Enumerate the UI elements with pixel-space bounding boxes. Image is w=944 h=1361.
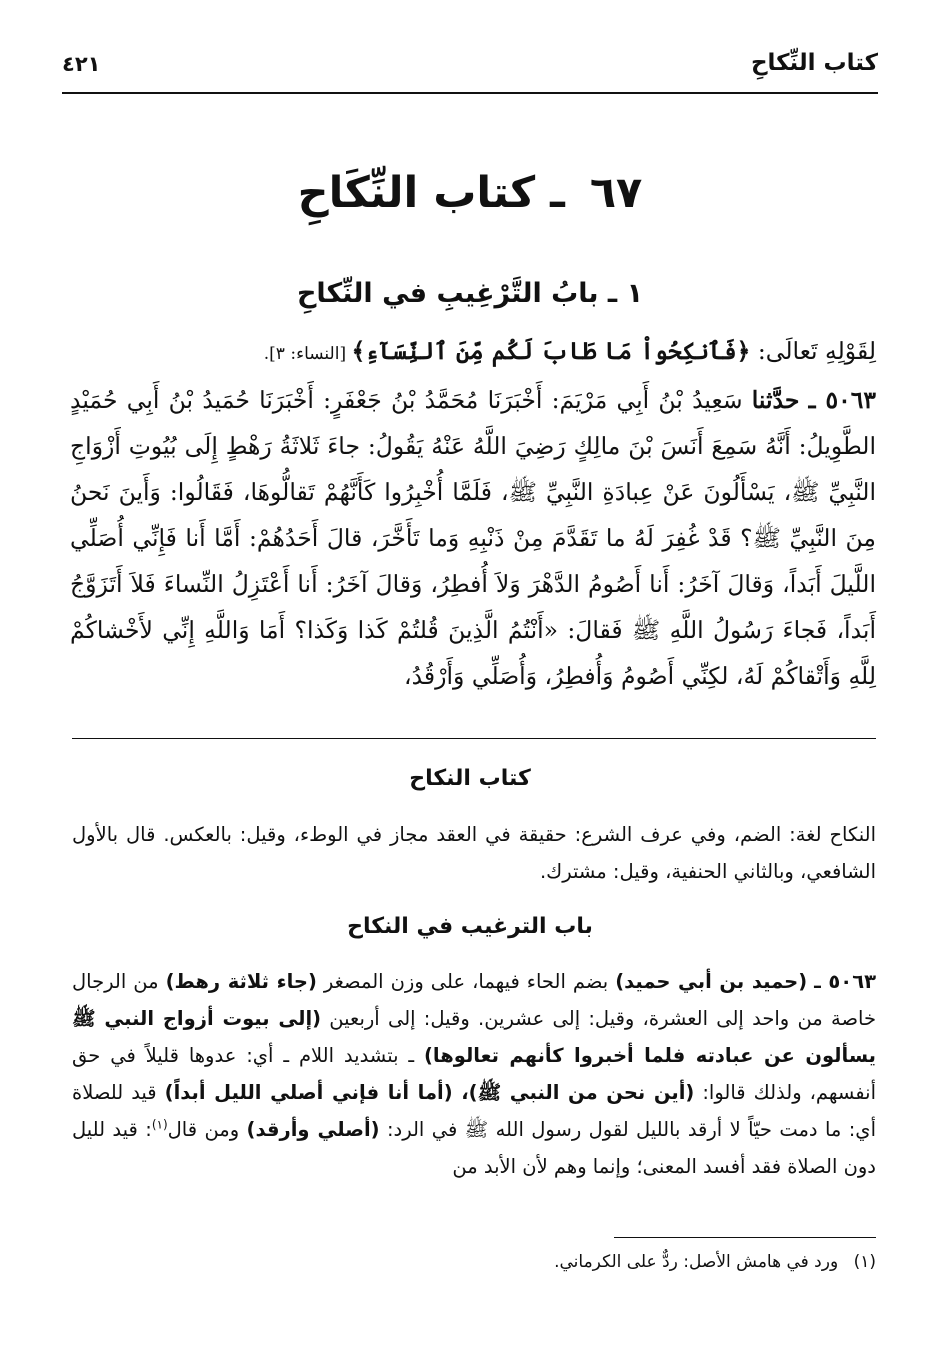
verse-reference: [النساء: ٣]. xyxy=(263,344,352,364)
commentary-text-1: النكاح لغة: الضم، وفي عرف الشرع: حقيقة في العقد مجاز في الوطء، وقيل: بالعكس. قال بالأول الشافعي، وبالثاني الحنفية، وقيل: مشترك. xyxy=(72,823,876,883)
footnote-text: ورد في هامش الأصل: ردٌّ على الكرماني. xyxy=(554,1252,839,1272)
commentary-gloss-3: ـ بتشديد اللام ـ أي: عدوها قليلاً في حق أنفسهم، ولذلك قالوا: xyxy=(72,1044,877,1104)
verse-prefix: لِقَوْلِهِ تَعالَى: xyxy=(750,337,876,365)
hadith-number: ٥٠٦٣ ـ xyxy=(808,386,876,414)
running-title: كتاب النِّكاحِ xyxy=(750,50,878,76)
commentary-gloss-2: من الرجال خاصة من واحد إلى العشرة، وقيل: إلى عشرين. وقيل: إلى أربعين xyxy=(72,970,876,1030)
commentary-gloss-5: ومن قال xyxy=(167,1118,247,1141)
book-title xyxy=(62,168,878,218)
header-rule xyxy=(62,92,878,94)
book-dash: ـ xyxy=(550,168,565,218)
commentary-paragraph-1 xyxy=(72,816,876,890)
footnote-reference[interactable]: (١) xyxy=(151,1117,168,1132)
chapter-title: ١ ـ بابُ التَّرْغِيبِ في النِّكاحِ xyxy=(296,278,644,309)
commentary-gloss-1: بضم الحاء فيهما، على وزن المصغر xyxy=(316,970,616,993)
footnote xyxy=(72,1248,876,1276)
text-commentary-divider xyxy=(72,738,876,739)
haddathana-label: حدَّثنا xyxy=(751,386,800,414)
footnote-rule xyxy=(614,1237,876,1238)
commentary-gloss-6: : قيد لليل دون الصلاة فقد أفسد المعنى؛ وإنما وهم لأن الأبد من xyxy=(72,1118,876,1178)
commentary-paragraph-2 xyxy=(72,963,876,1185)
commentary-hadith-number: ٥٠٦٣ ـ xyxy=(814,970,876,993)
verse-intro xyxy=(70,328,876,377)
page-number: ٤٢١ xyxy=(62,52,101,76)
footnote-number: (١) xyxy=(853,1252,876,1272)
book-number: ٦٧ xyxy=(589,168,643,218)
commentary-quote-2: (جاء ثلاثة رهط) xyxy=(165,970,317,993)
commentary-quote-1: (حميد بن أبي حميد) xyxy=(615,970,808,993)
book-title-text: كتاب النِّكَاحِ xyxy=(297,168,536,218)
commentary-gloss-4: قيد للصلاة أي: ما دمت حيّاً لا أرقد بالليل لقول رسول الله ﷺ في الرد: xyxy=(72,1081,876,1141)
quran-verse: ﴿فَٱنكِحُواْ مَا طَابَ لَكُم مِّنَ ٱلنِّسَآءِ﴾ xyxy=(351,337,751,365)
main-text xyxy=(70,328,876,699)
hadith-paragraph xyxy=(70,377,876,699)
commentary-text-2 xyxy=(72,963,876,1185)
commentary-quote-3: (إلى بيوت أزواج النبي ﷺ يسألون عن عبادته فلما أخبروا كأنهم تعالوها) xyxy=(72,1007,876,1067)
commentary-quote-5: (أصلي وأرقد) xyxy=(246,1118,380,1141)
running-head xyxy=(62,50,878,90)
commentary-title-chapter: باب الترغيب في النكاح xyxy=(347,914,593,939)
commentary-quote-4: (أين نحن من النبي ﷺ)، (أما أنا فإني أصلي الليل أبداً) xyxy=(164,1081,695,1104)
hadith-text: سَعِيدُ بْنُ أَبِي مَرْيَمَ: أَخْبَرَنَا مُحَمَّدُ بْنُ جَعْفَرٍ: أَخْبَرَنَا حُمَيدُ بْنُ أَبِي حُمَيْدٍ الطَّوِيلُ: أَنَّهُ سَمِعَ أَنَسَ بْنَ مالِكٍ رَضِيَ اللَّهُ عَنْهُ يَقُولُ: جاءَ ثَلاثَةُ رَهْطٍ إِلَى بُيُوتِ أَزْوَاجِ النَّبِيِّ ﷺ، يَسْأَلُونَ عَنْ عِبادَةِ النَّبِيِّ ﷺ، فَلَمَّا أُخْبِرُوا كَأَنَّهُمْ تَقالُّوهَا، فَقَالُوا: وَأَينَ نَحنُ مِنَ النَّبِيِّ ﷺ؟ قَدْ غُفِرَ لَهُ ما تَقَدَّمَ مِنْ ذَنْبِهِ وَما تَأَخَّرَ، قالَ أَحَدُهُمْ: أَمَّا أَنا فَإِنِّي أُصَلِّي اللَّيلَ أَبَداً، وَقالَ آخَرُ: أَنا أَصُومُ الدَّهْرَ وَلاَ أُفطِرُ، وَقالَ آخَرُ: أَنا أَعْتَزِلُ النِّساءَ فَلاَ أَتَزَوَّجُ أَبَداً، فَجاءَ رَسُولُ اللَّهِ ﷺ فَقالَ: «أَنْتُمُ الَّذِينَ قُلتُمْ كَذا وَكَذا؟ أَمَا وَاللَّهِ إِنِّي لأَخْشاكُمْ لِلَّهِ وَأَتْقاكُمْ لَهُ، لكِنِّي أَصُومُ وَأُفطِرُ، وَأُصَلِّي وَأَرْقُدُ، xyxy=(70,386,876,690)
commentary-title-book: كتاب النكاح xyxy=(409,766,531,791)
